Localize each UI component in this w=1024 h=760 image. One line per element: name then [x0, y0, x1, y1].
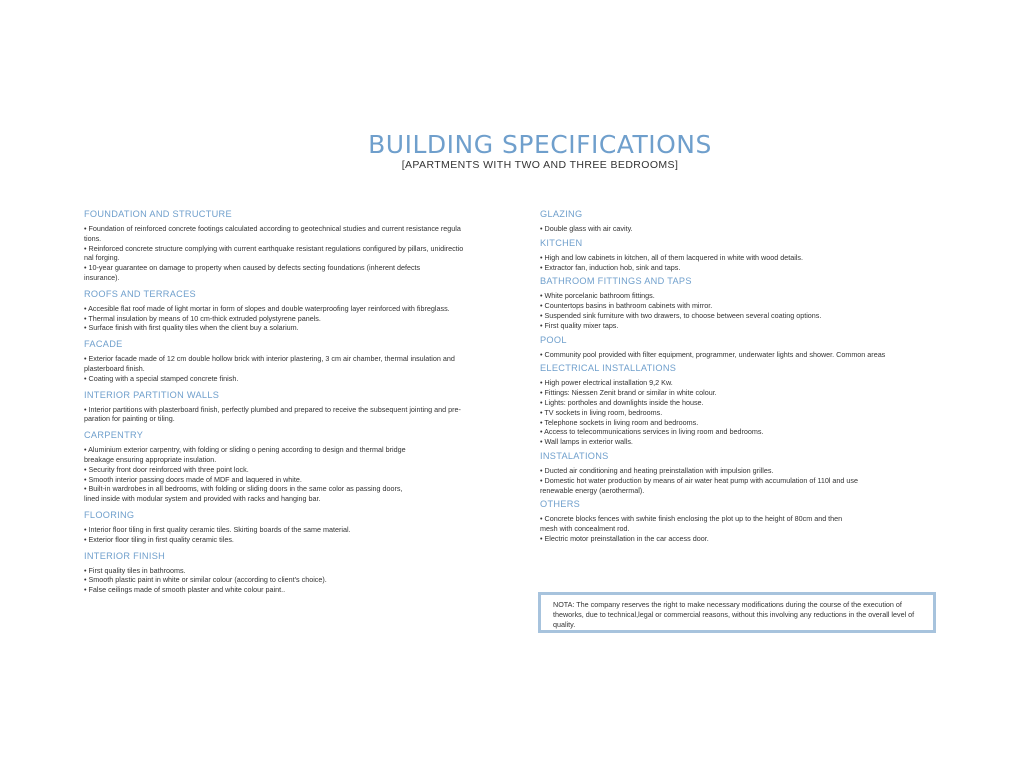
spec-line: nal forging.: [84, 253, 120, 263]
spec-list: [540, 466, 940, 495]
section-kitchen: [540, 237, 940, 273]
section-others: [540, 498, 940, 543]
spec-line: • Community pool provided with filter equipment, programmer, underwater lights and shower. Common areas: [540, 349, 886, 359]
spec-line: • Countertops basins in bathroom cabinets with mirror.: [540, 301, 713, 311]
section-roofs: [84, 288, 510, 333]
section-bathroom: [540, 275, 940, 330]
spec-line: lined inside with modular system and provided with racks and hanging bar.: [84, 494, 321, 504]
spec-list: [540, 253, 940, 273]
section-interior-finish: [84, 550, 510, 595]
page-subtitle: [APARTMENTS WITH TWO AND THREE BEDROOMS]: [401, 159, 679, 171]
spec-line: • False ceilings made of smooth plaster and white colour paint..: [84, 585, 286, 595]
section-heading: ELECTRICAL INSTALLATIONS: [540, 363, 677, 374]
spec-line: • Exterior floor tiling in first quality ceramic tiles.: [84, 534, 234, 544]
spec-line: • Concrete blocks fences with swhite finish enclosing the plot up to the height of 80cm and then: [540, 514, 843, 524]
spec-line: renewable energy (aerothermal).: [540, 485, 645, 495]
spec-list: [540, 291, 940, 330]
section-electrical: [540, 362, 940, 447]
section-flooring: [84, 509, 510, 545]
spec-line: • Surface finish with first quality tiles when the client buy a solarium.: [84, 323, 299, 333]
left-column: [84, 208, 510, 600]
spec-line: • Exterior facade made of 12 cm double hollow brick with interior plastering, 3 cm air chamber, thermal insulation and: [84, 354, 455, 364]
spec-list: [84, 224, 510, 283]
spec-line: • Smooth plastic paint in white or similar colour (according to client's choice).: [84, 575, 327, 585]
section-heading: INSTALATIONS: [540, 450, 609, 461]
section-heading: INTERIOR FINISH: [84, 550, 166, 561]
spec-line: • Coating with a special stamped concrete finish.: [84, 373, 239, 383]
section-heading: INTERIOR PARTITION WALLS: [84, 389, 220, 400]
spec-list: [84, 354, 510, 383]
right-column: [540, 208, 940, 547]
section-heading: ROOFS AND TERRACES: [84, 288, 196, 299]
spec-line: • Lights: portholes and downlights inside the house.: [540, 397, 704, 407]
spec-line: • Wall lamps in exterior walls.: [540, 437, 633, 447]
section-heading: KITCHEN: [540, 237, 583, 248]
section-heading: FLOORING: [84, 509, 135, 520]
section-heading: POOL: [540, 334, 567, 345]
section-heading: CARPENTRY: [84, 430, 144, 441]
spec-list: [540, 514, 940, 543]
section-partition-walls: [84, 389, 510, 425]
page-title: BUILDING SPECIFICATIONS: [368, 130, 712, 159]
spec-line: tions.: [84, 233, 102, 243]
spec-line: • Interior partitions with plasterboard finish, perfectly plumbed and prepared to receive the subsequent jointing and pre-: [84, 404, 461, 414]
spec-list: [84, 566, 510, 595]
spec-line: • Double glass with air cavity.: [540, 224, 633, 233]
section-facade: [84, 338, 510, 383]
spec-line: paration for painting or tiling.: [84, 414, 175, 424]
section-pool: [540, 334, 940, 360]
spec-list: [540, 350, 940, 360]
spec-line: • Fittings: Niessen Zenit brand or similar in white colour.: [540, 388, 717, 398]
spec-line: • Telephone sockets in living room and bedrooms.: [540, 417, 699, 427]
spec-line: • High power electrical installation 9,2 Kw.: [540, 378, 673, 388]
spec-line: plasterboard finish.: [84, 363, 145, 373]
spec-line: mesh with concealment rod.: [540, 524, 630, 534]
spec-list: [540, 378, 940, 447]
spec-line: • High and low cabinets in kitchen, all of them lacquered in white with wood details.: [540, 252, 804, 262]
spec-line: • Built-in wardrobes in all bedrooms, with folding or sliding doors in the same color as passing doors,: [84, 484, 403, 494]
spec-line: • First quality tiles in bathrooms.: [84, 565, 186, 575]
spec-line: • Access to telecommunications services in living room and bedrooms.: [540, 427, 764, 437]
spec-line: • Foundation of reinforced concrete footings calculated according to geotechnical studies and current resistance regula: [84, 224, 461, 233]
spec-line: • Accesible flat roof made of light mortar in form of slopes and double waterproofing layer reinforced with fibreglass.: [84, 303, 450, 313]
section-instalations: [540, 450, 940, 495]
spec-line: • Reinforced concrete structure complying with current earthquake resistant regulations configured by pillars, unidirectio: [84, 243, 464, 253]
spec-line: • Smooth interior passing doors made of MDF and laquered in white.: [84, 474, 302, 484]
spec-line: • Suspended sink furniture with two drawers, to choose between several coating options.: [540, 310, 822, 320]
spec-list: [84, 304, 510, 333]
section-foundation: [84, 208, 510, 283]
section-heading: OTHERS: [540, 499, 581, 510]
spec-line: breakage ensuring appropriate insulation.: [84, 454, 217, 464]
section-carpentry: [84, 429, 510, 504]
spec-list: [84, 445, 510, 504]
section-heading: FACADE: [84, 339, 123, 350]
spec-line: • First quality mixer taps.: [540, 320, 619, 330]
section-glazing: [540, 208, 940, 234]
spec-list: [84, 525, 510, 545]
spec-line: • Extractor fan, induction hob, sink and taps.: [540, 262, 681, 272]
spec-line: • Interior floor tiling in first quality ceramic tiles. Skirting boards of the same material.: [84, 524, 351, 534]
section-heading: BATHROOM FITTINGS AND TAPS: [540, 276, 692, 287]
spec-line: • Ducted air conditioning and heating preinstallation with impulsion grilles.: [540, 465, 774, 475]
spec-line: insurance).: [84, 272, 120, 282]
disclaimer-note: NOTA: The company reserves the right to make necessary modifications during the course of the execution of theworks, due to technical,legal or commercial reasons, without this involving any reductions in the overall level of quality.: [538, 592, 936, 633]
spec-line: • 10-year guarantee on damage to property when caused by defects secting foundations (inherent defects: [84, 263, 421, 273]
spec-list: [540, 224, 940, 234]
spec-line: • Domestic hot water production by means of air water heat pump with accumulation of 110l and use: [540, 475, 859, 485]
section-heading: FOUNDATION AND STRUCTURE: [84, 209, 232, 219]
spec-line: • Aluminium exterior carpentry, with folding or sliding o pening according to design and thermal bridge: [84, 445, 406, 455]
spec-line: • White porcelanic bathroom fittings.: [540, 291, 655, 301]
spec-line: • TV sockets in living room, bedrooms.: [540, 407, 663, 417]
spec-list: [84, 405, 510, 425]
spec-line: • Security front door reinforced with three point lock.: [84, 464, 249, 474]
spec-line: • Electric motor preinstallation in the car access door.: [540, 533, 709, 543]
spec-line: • Thermal insulation by means of 10 cm-thick extruded polystyrene panels.: [84, 313, 321, 323]
section-heading: GLAZING: [540, 209, 583, 219]
